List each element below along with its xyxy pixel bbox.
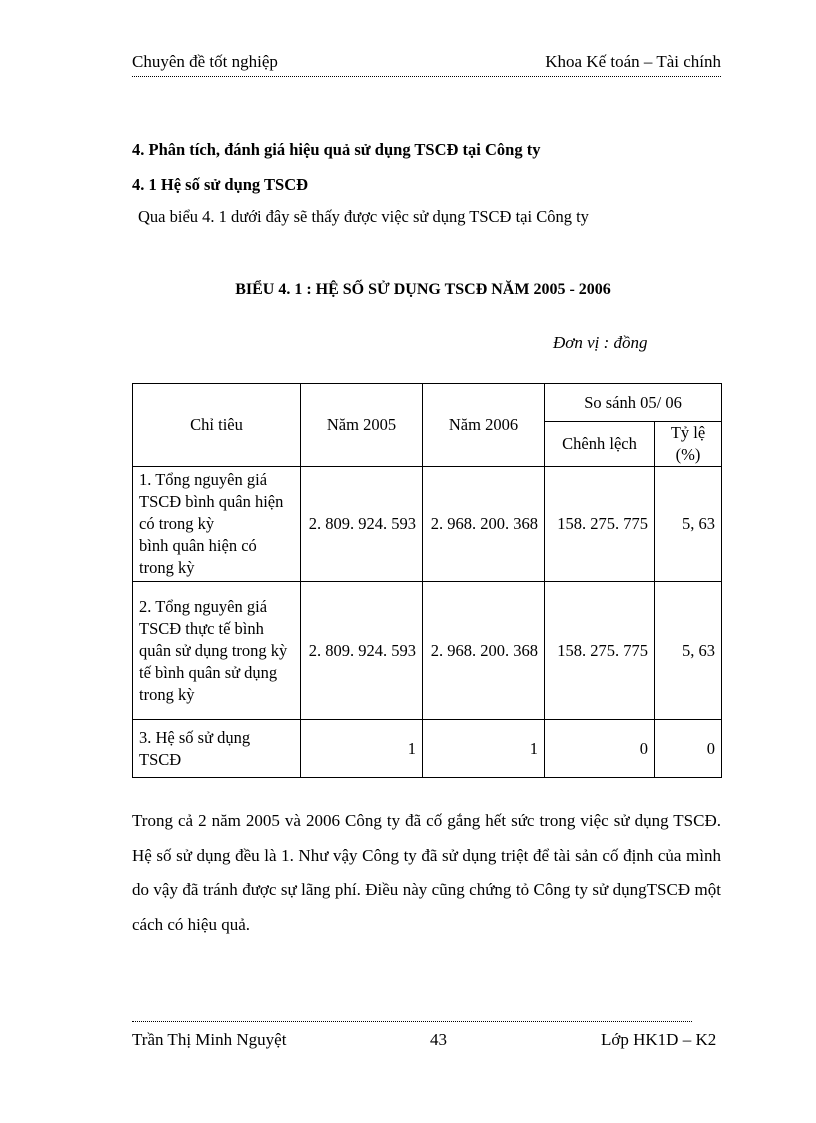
table-row [133,467,722,582]
row-indicator: 2. Tổng nguyên giá TSCĐ thực tế bình quân sử dụng trong kỳ tế bình quân sử dụng trong kỳ [133,582,301,720]
row-value-2005: 2. 809. 924. 593 [301,582,423,720]
header-difference: Chênh lệch [545,422,655,467]
row-value-2005: 2. 809. 924. 593 [301,467,423,582]
row-difference: 158. 275. 775 [545,582,655,720]
header-year-2005: Năm 2005 [301,384,423,467]
footer-author: Trần Thị Minh Nguyệt [132,1030,287,1049]
subsection-title: 4. 1 Hệ số sử dụng TSCĐ [132,175,309,194]
row-value-2006: 2. 968. 200. 368 [423,582,545,720]
page-number: 43 [430,1030,447,1049]
row-difference: 0 [545,720,655,778]
intro-text: Qua biểu 4. 1 dưới đây sẽ thấy được việc sử dụng TSCĐ tại Công ty [138,207,589,226]
section-title: 4. Phân tích, đánh giá hiệu quả sử dụng TSCĐ tại Công ty [132,140,541,159]
row-value-2006: 1 [423,720,545,778]
data-table [132,383,722,778]
header-right: Khoa Kế toán – Tài chính [545,52,721,71]
header-ratio: Tỷ lệ (%) [655,422,722,467]
row-ratio: 5, 63 [655,467,722,582]
header-indicator: Chỉ tiêu [133,384,301,467]
table-row [133,720,722,778]
table-header-row [133,384,722,422]
table-caption: BIỂU 4. 1 : HỆ SỐ SỬ DỤNG TSCĐ NĂM 2005 - 2006 [235,281,611,298]
footer-divider [132,1021,692,1022]
row-ratio: 0 [655,720,722,778]
header-left: Chuyên đề tốt nghiệp [132,52,278,71]
table-row [133,582,722,720]
row-difference: 158. 275. 775 [545,467,655,582]
row-indicator: 3. Hệ số sử dụng TSCĐ [133,720,301,778]
row-ratio: 5, 63 [655,582,722,720]
header-compare: So sánh 05/ 06 [545,384,722,422]
row-value-2006: 2. 968. 200. 368 [423,467,545,582]
body-paragraph: Trong cả 2 năm 2005 và 2006 Công ty đã cố gắng hết sức trong việc sử dụng TSCĐ. Hệ số sử dụng đều là 1. Như vậy Công ty đã sử dụng triệt để tài sản cố định của mình do vậy đã tránh được sự lãng phí. Điều này cũng chứng tỏ Công ty sử dụngTSCĐ một cách có hiệu quả. [132,811,721,934]
footer-class: Lớp HK1D – K2 [601,1030,717,1049]
unit-label: Đơn vị : đồng [553,333,648,352]
row-indicator: 1. Tổng nguyên giá TSCĐ bình quân hiện có trong kỳ bình quân hiện có trong kỳ [133,467,301,582]
header-divider [132,76,721,77]
header-year-2006: Năm 2006 [423,384,545,467]
row-value-2005: 1 [301,720,423,778]
